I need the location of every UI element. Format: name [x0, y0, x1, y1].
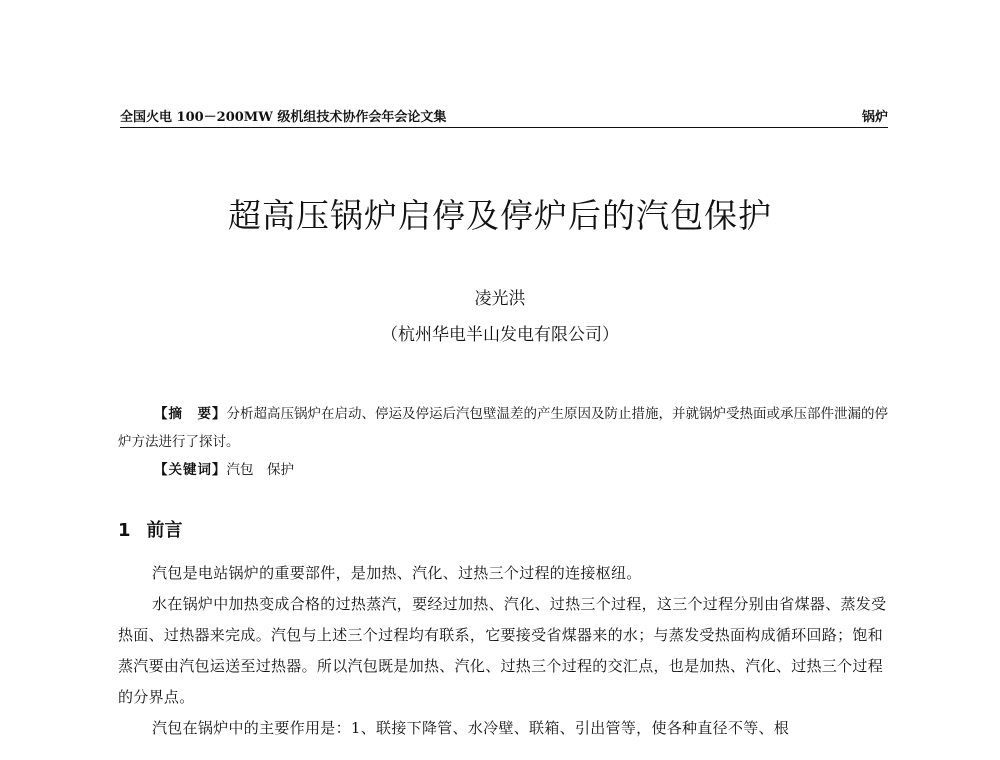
section-body — [118, 558, 890, 744]
running-header — [120, 104, 888, 128]
keywords-text: 汽包 保护 — [226, 462, 294, 478]
author-affiliation: （杭州华电半山发电有限公司） — [381, 325, 619, 345]
abstract-block — [118, 400, 888, 484]
abstract-text: 分析超高压锅炉在启动、停运及停运后汽包壁温差的产生原因及防止措施，并就锅炉受热面或承压部件泄漏的停炉方法进行了探讨。 — [118, 406, 888, 450]
body-paragraph: 汽包是电站锅炉的重要部件，是加热、汽化、过热三个过程的连接枢纽。 — [152, 564, 642, 582]
section-number: 1 — [118, 520, 131, 541]
abstract-paragraph — [118, 400, 888, 456]
abstract-label: 【摘 要】 — [154, 406, 227, 422]
body-paragraph: 水在锅炉中加热变成合格的过热蒸汽，要经过加热、汽化、过热三个过程，这三个过程分别由省煤器、蒸发受热面、过热器来完成。汽包与上述三个过程均有联系，它要接受省煤器来的水；与蒸发受热面构成循环回路；饱和蒸汽要由汽包运送至过热器。所以汽包既是加热、汽化、过热三个过程的交汇点，也是加热、汽化、过热三个过程的分界点。 — [118, 595, 887, 706]
body-paragraph: 汽包在锅炉中的主要作用是：1、联接下降管、水冷壁、联箱、引出管等，使各种直径不等、根 — [152, 719, 790, 737]
keywords-label: 【关键词】 — [154, 462, 227, 478]
keywords-paragraph — [118, 456, 888, 484]
header-section-label: 锅炉 — [861, 110, 888, 125]
paper-title: 超高压锅炉启停及停炉后的汽包保护 — [228, 196, 772, 235]
header-proceedings-title: 全国火电 100－200MW 级机组技术协作会年会论文集 — [120, 110, 447, 125]
author-name: 凌光洪 — [474, 289, 526, 309]
section-heading — [118, 516, 183, 542]
section-title: 前言 — [146, 520, 183, 541]
